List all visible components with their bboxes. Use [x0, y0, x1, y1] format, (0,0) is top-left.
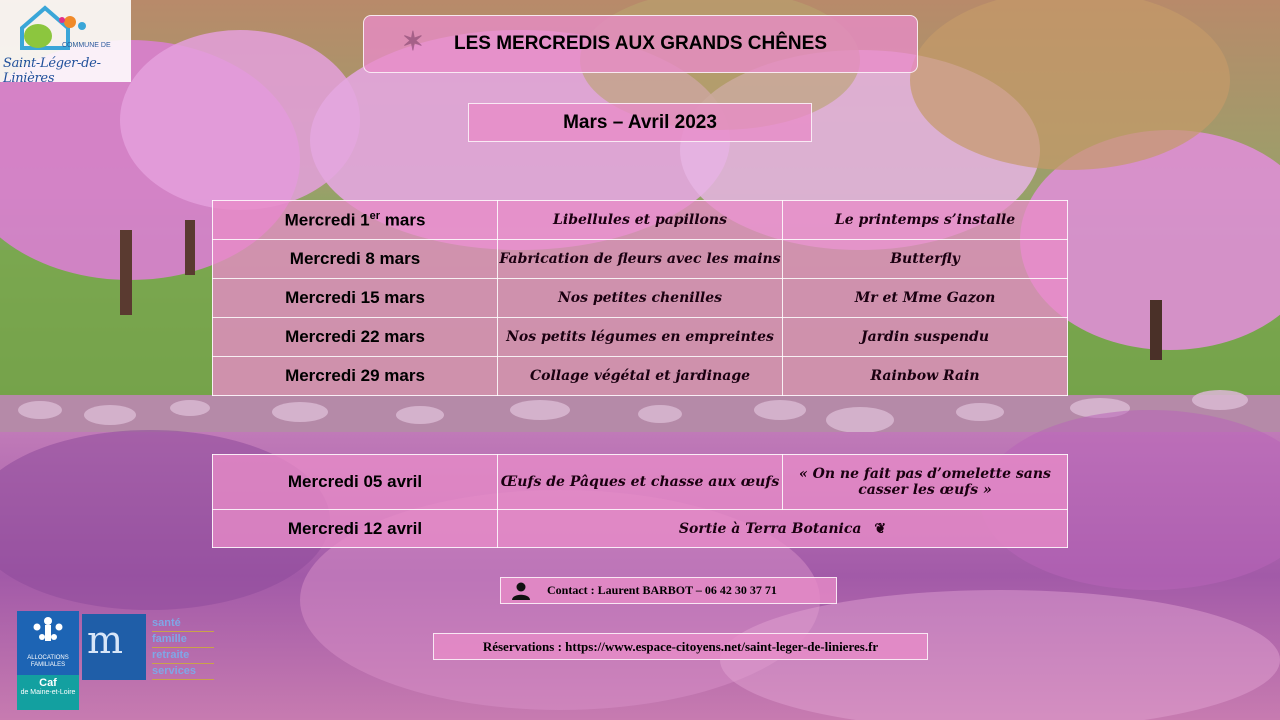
activity-cell: Collage végétal et jardinage — [498, 357, 783, 396]
reservation-box[interactable] — [433, 633, 928, 660]
contact-text: Contact : Laurent BARBOT – 06 42 30 37 71 — [547, 583, 777, 597]
table-row — [213, 455, 1068, 510]
contact-box — [500, 577, 837, 604]
activity-cell: Rainbow Rain — [783, 357, 1068, 396]
msa-words — [152, 616, 214, 680]
msa-word: famille — [152, 632, 214, 648]
table-row — [213, 318, 1068, 357]
msa-logo-mark: m — [87, 618, 120, 662]
family-icon — [17, 611, 79, 655]
table-row — [213, 510, 1068, 548]
caf-logo-top — [17, 611, 79, 675]
period-box — [468, 103, 812, 142]
msa-logo — [82, 614, 146, 680]
msa-word: services — [152, 664, 214, 680]
person-icon — [511, 581, 531, 601]
activity-cell: Nos petits légumes en empreintes — [498, 318, 783, 357]
outing-label: Sortie à Terra Botanica — [678, 520, 862, 537]
town-logo-name: Saint-Léger-de-Linières — [3, 56, 101, 86]
table-row — [213, 240, 1068, 279]
msa-word: retraite — [152, 648, 214, 664]
activity-cell: Libellules et papillons — [498, 201, 783, 240]
msa-word: santé — [152, 616, 214, 632]
activity-cell: « On ne fait pas d’omelette sans casser les œufs » — [783, 455, 1068, 510]
star-icon: ✶ — [402, 26, 424, 56]
caf-logo-bottom — [17, 675, 79, 710]
day-cell: Mercredi 15 mars — [213, 279, 498, 318]
town-logo-caption: COMMUNE DE — [62, 42, 111, 49]
day-cell: Mercredi 8 mars — [213, 240, 498, 279]
caf-logo — [17, 611, 79, 710]
caf-name: Caf — [39, 677, 57, 689]
table-row — [213, 201, 1068, 240]
activity-cell: Jardin suspendu — [783, 318, 1068, 357]
reservation-link[interactable]: Réservations : https://www.espace-citoyens.net/saint-leger-de-linieres.fr — [482, 638, 879, 654]
town-logo — [0, 0, 131, 86]
day-cell: Mercredi 1er mars — [213, 201, 498, 240]
caf-region: de Maine-et-Loire — [20, 689, 76, 696]
activity-cell: Nos petites chenilles — [498, 279, 783, 318]
april-schedule-table — [212, 454, 1068, 548]
period-label: Mars – Avril 2023 — [563, 111, 717, 133]
day-cell: Mercredi 29 mars — [213, 357, 498, 396]
page-title: LES MERCREDIS AUX GRANDS CHÊNES — [453, 33, 827, 54]
table-row — [213, 357, 1068, 396]
table-row — [213, 279, 1068, 318]
activity-cell: Butterfly — [783, 240, 1068, 279]
activity-cell: Œufs de Pâques et chasse aux œufs — [498, 455, 783, 510]
activity-cell: Mr et Mme Gazon — [783, 279, 1068, 318]
activity-cell — [498, 510, 1068, 548]
page-title-box — [363, 15, 918, 73]
day-cell: Mercredi 22 mars — [213, 318, 498, 357]
caf-top-text: ALLOCATIONS FAMILIALES — [27, 655, 69, 668]
leaf-icon: ❦ — [874, 520, 887, 537]
march-schedule-table — [212, 200, 1068, 396]
day-cell: Mercredi 12 avril — [213, 510, 498, 548]
activity-cell: Fabrication de fleurs avec les mains — [498, 240, 783, 279]
day-cell: Mercredi 05 avril — [213, 455, 498, 510]
activity-cell: Le printemps s’installe — [783, 201, 1068, 240]
